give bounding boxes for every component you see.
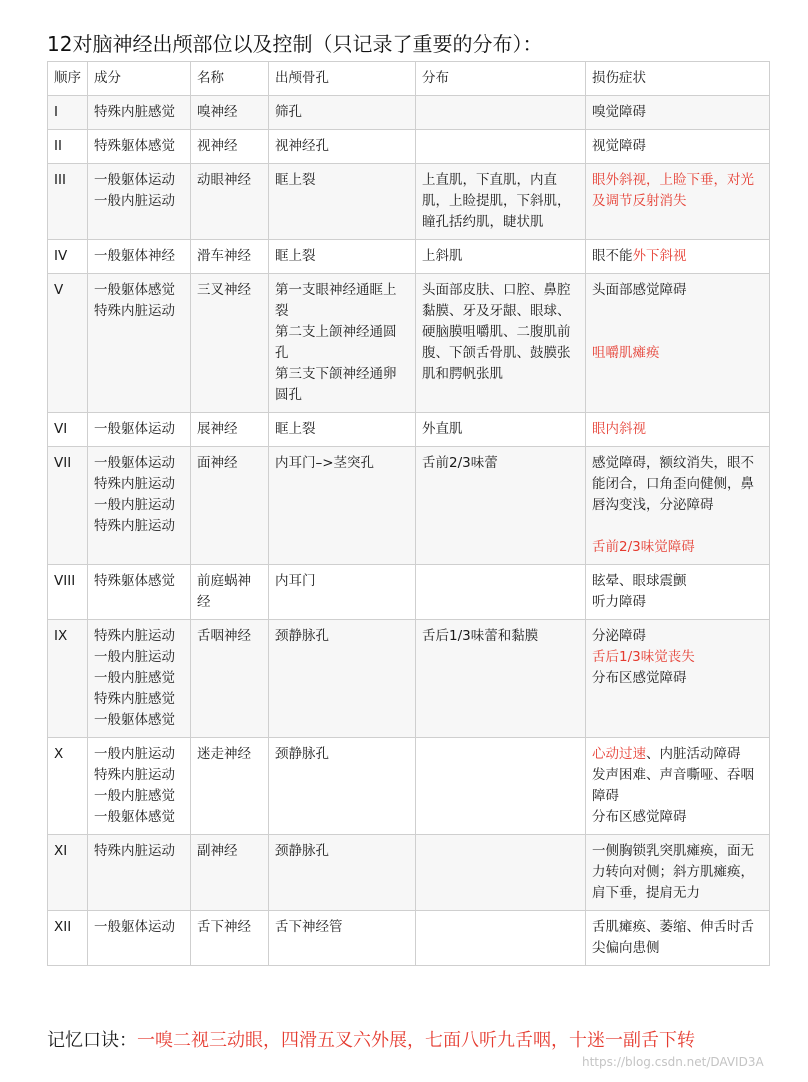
symptom-line [592, 571, 763, 592]
symptom-highlight: 舌后1/3味觉丧失 [592, 649, 695, 665]
table-row [48, 447, 770, 565]
table-row [48, 911, 770, 966]
symptom-highlight: 眼内斜视 [592, 421, 646, 437]
symptom-line [592, 102, 763, 123]
cell-name: 嗅神经 [191, 96, 269, 130]
component-item: 一般躯体运动 [94, 421, 175, 437]
cell-symptoms [586, 240, 770, 274]
cell-distribution [416, 130, 586, 164]
cell-components [88, 620, 191, 738]
header-name: 名称 [191, 62, 269, 96]
table-row [48, 240, 770, 274]
symptom-line [592, 170, 763, 212]
cell-symptoms [586, 130, 770, 164]
spacer [592, 322, 763, 343]
foramen-item: 第三支下颌神经通卵圆孔 [275, 366, 397, 403]
symptom-highlight: 眼外斜视，上睑下垂，对光及调节反射消失 [592, 172, 754, 209]
cell-distribution [416, 565, 586, 620]
cell-name: 副神经 [191, 835, 269, 911]
watermark: https://blog.csdn.net/DAVID3A [582, 1055, 764, 1069]
symptom-text: 分布区感觉障碍 [592, 809, 687, 825]
symptom-text: 、内脏活动障碍 [646, 746, 741, 762]
mnemonic-label: 记忆口诀： [47, 1030, 137, 1051]
cell-distribution [416, 911, 586, 966]
component-item: 特殊内脏感觉 [94, 104, 175, 120]
foramen-item: 舌下神经管 [275, 919, 343, 935]
cell-distribution: 头面部皮肤、口腔、鼻腔黏膜、牙及牙龈、眼球、硬脑膜咀嚼肌、二腹肌前腹、下颌舌骨肌、鼓膜张肌和腭帆张肌 [416, 274, 586, 413]
cell-name: 三叉神经 [191, 274, 269, 413]
cell-name: 视神经 [191, 130, 269, 164]
cell-components [88, 240, 191, 274]
cell-distribution [416, 96, 586, 130]
cell-components [88, 447, 191, 565]
symptom-line [592, 453, 763, 516]
cell-foramen [269, 738, 416, 835]
cell-name: 前庭蜗神经 [191, 565, 269, 620]
cell-order: II [48, 130, 88, 164]
cell-components [88, 911, 191, 966]
cell-foramen [269, 130, 416, 164]
symptom-text: 舌肌瘫痪、萎缩、伸舌时舌尖偏向患侧 [592, 919, 754, 956]
cell-name: 滑车神经 [191, 240, 269, 274]
cell-order: XI [48, 835, 88, 911]
cell-symptoms [586, 911, 770, 966]
page-title: 12对脑神经出颅部位以及控制（只记录了重要的分布）： [47, 32, 543, 56]
foramen-item: 第一支眼神经通眶上裂 [275, 282, 397, 319]
cell-order: XII [48, 911, 88, 966]
symptom-text: 分泌障碍 [592, 628, 646, 644]
table-row [48, 413, 770, 447]
component-item: 特殊内脏感觉 [94, 691, 175, 707]
symptom-text: 感觉障碍，额纹消失，眼不能闭合，口角歪向健侧，鼻唇沟变浅，分泌障碍 [592, 455, 754, 513]
table-row [48, 620, 770, 738]
cell-foramen [269, 274, 416, 413]
symptom-line [592, 280, 763, 301]
table-row [48, 738, 770, 835]
component-item: 特殊内脏运动 [94, 767, 175, 783]
cell-name: 动眼神经 [191, 164, 269, 240]
foramen-item: 眶上裂 [275, 172, 316, 188]
cell-order: VI [48, 413, 88, 447]
cell-symptoms [586, 565, 770, 620]
cell-distribution: 舌后1/3味蕾和黏膜 [416, 620, 586, 738]
cell-order: VII [48, 447, 88, 565]
mnemonic-rhyme: 一嗅二视三动眼，四滑五叉六外展，七面八听九舌咽，十迷一副舌下转 [137, 1030, 695, 1051]
cell-symptoms [586, 164, 770, 240]
component-item: 一般内脏感觉 [94, 788, 175, 804]
cell-symptoms [586, 620, 770, 738]
symptom-text: 视觉障碍 [592, 138, 646, 154]
symptom-text: 一侧胸锁乳突肌瘫痪，面无力转向对侧；斜方肌瘫痪，肩下垂，提肩无力 [592, 843, 754, 901]
cell-foramen [269, 620, 416, 738]
component-item: 一般躯体神经 [94, 248, 175, 264]
table-row [48, 164, 770, 240]
cell-foramen [269, 240, 416, 274]
cell-components [88, 130, 191, 164]
symptom-text: 眩晕、眼球震颤 [592, 573, 687, 589]
component-item: 一般躯体感觉 [94, 282, 175, 298]
component-item: 一般躯体运动 [94, 919, 175, 935]
cell-name: 迷走神经 [191, 738, 269, 835]
cell-order: VIII [48, 565, 88, 620]
foramen-item: 视神经孔 [275, 138, 329, 154]
cell-components [88, 835, 191, 911]
component-item: 一般躯体运动 [94, 455, 175, 471]
component-item: 特殊内脏运动 [94, 518, 175, 534]
symptom-text: 发声困难、声音嘶哑、吞咽障碍 [592, 767, 754, 804]
foramen-item: 颈静脉孔 [275, 628, 329, 644]
symptom-line [592, 668, 763, 689]
cell-symptoms [586, 413, 770, 447]
header-components: 成分 [88, 62, 191, 96]
foramen-item: 眶上裂 [275, 421, 316, 437]
cell-distribution [416, 738, 586, 835]
component-item: 特殊内脏运动 [94, 843, 175, 859]
cell-symptoms [586, 96, 770, 130]
cell-symptoms [586, 738, 770, 835]
cell-components [88, 164, 191, 240]
component-item: 特殊内脏运动 [94, 476, 175, 492]
symptom-text: 嗅觉障碍 [592, 104, 646, 120]
foramen-item: 内耳门 [275, 573, 316, 589]
cell-order: IV [48, 240, 88, 274]
symptom-line [592, 744, 763, 765]
symptom-line [592, 419, 763, 440]
symptom-line [592, 917, 763, 959]
foramen-item: 第二支上颌神经通圆孔 [275, 324, 397, 361]
foramen-item: 内耳门–>茎突孔 [275, 455, 375, 471]
symptom-line [592, 592, 763, 613]
cell-symptoms [586, 274, 770, 413]
cell-components [88, 565, 191, 620]
table-row [48, 274, 770, 413]
symptom-text: 分布区感觉障碍 [592, 670, 687, 686]
component-item: 特殊躯体感觉 [94, 573, 175, 589]
cell-foramen [269, 835, 416, 911]
cranial-nerve-table [47, 61, 770, 966]
cell-components [88, 274, 191, 413]
spacer [592, 301, 763, 322]
header-order: 顺序 [48, 62, 88, 96]
foramen-item: 筛孔 [275, 104, 302, 120]
symptom-highlight: 外下斜视 [632, 248, 687, 264]
cell-name: 舌咽神经 [191, 620, 269, 738]
cell-order: III [48, 164, 88, 240]
header-symptoms: 损伤症状 [586, 62, 770, 96]
component-item: 一般躯体感觉 [94, 712, 175, 728]
cell-foramen [269, 96, 416, 130]
header-distribution: 分布 [416, 62, 586, 96]
symptom-line [592, 136, 763, 157]
cell-distribution [416, 835, 586, 911]
component-item: 特殊内脏运动 [94, 303, 175, 319]
cell-foramen [269, 164, 416, 240]
cell-order: X [48, 738, 88, 835]
symptom-highlight: 舌前2/3味觉障碍 [592, 539, 695, 555]
component-item: 特殊躯体感觉 [94, 138, 175, 154]
table-row [48, 96, 770, 130]
cell-order: IX [48, 620, 88, 738]
symptom-line [592, 765, 763, 807]
cell-foramen [269, 565, 416, 620]
symptom-line [592, 647, 763, 668]
table-row [48, 835, 770, 911]
foramen-item: 眶上裂 [275, 248, 316, 264]
component-item: 一般内脏运动 [94, 497, 175, 513]
component-item: 一般内脏运动 [94, 193, 175, 209]
cell-distribution: 舌前2/3味蕾 [416, 447, 586, 565]
component-item: 一般躯体运动 [94, 172, 175, 188]
component-item: 一般内脏感觉 [94, 670, 175, 686]
cell-order: V [48, 274, 88, 413]
symptom-text: 听力障碍 [592, 594, 646, 610]
component-item: 一般躯体感觉 [94, 809, 175, 825]
symptom-line [592, 246, 763, 267]
cell-foramen [269, 911, 416, 966]
symptom-line [592, 626, 763, 647]
cell-name: 舌下神经 [191, 911, 269, 966]
symptom-text: 眼不能 [592, 248, 633, 264]
cell-components [88, 413, 191, 447]
cell-components [88, 96, 191, 130]
table-row [48, 130, 770, 164]
cell-foramen [269, 413, 416, 447]
symptom-line [592, 841, 763, 904]
cell-components [88, 738, 191, 835]
symptom-line [592, 343, 763, 364]
table-header-row [48, 62, 770, 96]
foramen-item: 颈静脉孔 [275, 746, 329, 762]
cell-name: 展神经 [191, 413, 269, 447]
cell-distribution: 外直肌 [416, 413, 586, 447]
symptom-text: 头面部感觉障碍 [592, 282, 687, 298]
component-item: 特殊内脏运动 [94, 628, 175, 644]
symptom-line [592, 537, 763, 558]
symptom-line [592, 807, 763, 828]
component-item: 一般内脏运动 [94, 649, 175, 665]
cell-symptoms [586, 447, 770, 565]
symptom-highlight: 心动过速 [592, 746, 646, 762]
cell-symptoms [586, 835, 770, 911]
foramen-item: 颈静脉孔 [275, 843, 329, 859]
cell-distribution: 上斜肌 [416, 240, 586, 274]
header-foramen: 出颅骨孔 [269, 62, 416, 96]
cell-foramen [269, 447, 416, 565]
mnemonic [47, 1028, 695, 1054]
symptom-highlight: 咀嚼肌瘫痪 [592, 345, 660, 361]
spacer [592, 516, 763, 537]
cell-distribution: 上直肌，下直肌，内直肌，上睑提肌，下斜肌，瞳孔括约肌，睫状肌 [416, 164, 586, 240]
component-item: 一般内脏运动 [94, 746, 175, 762]
table-row [48, 565, 770, 620]
cell-order: I [48, 96, 88, 130]
cell-name: 面神经 [191, 447, 269, 565]
